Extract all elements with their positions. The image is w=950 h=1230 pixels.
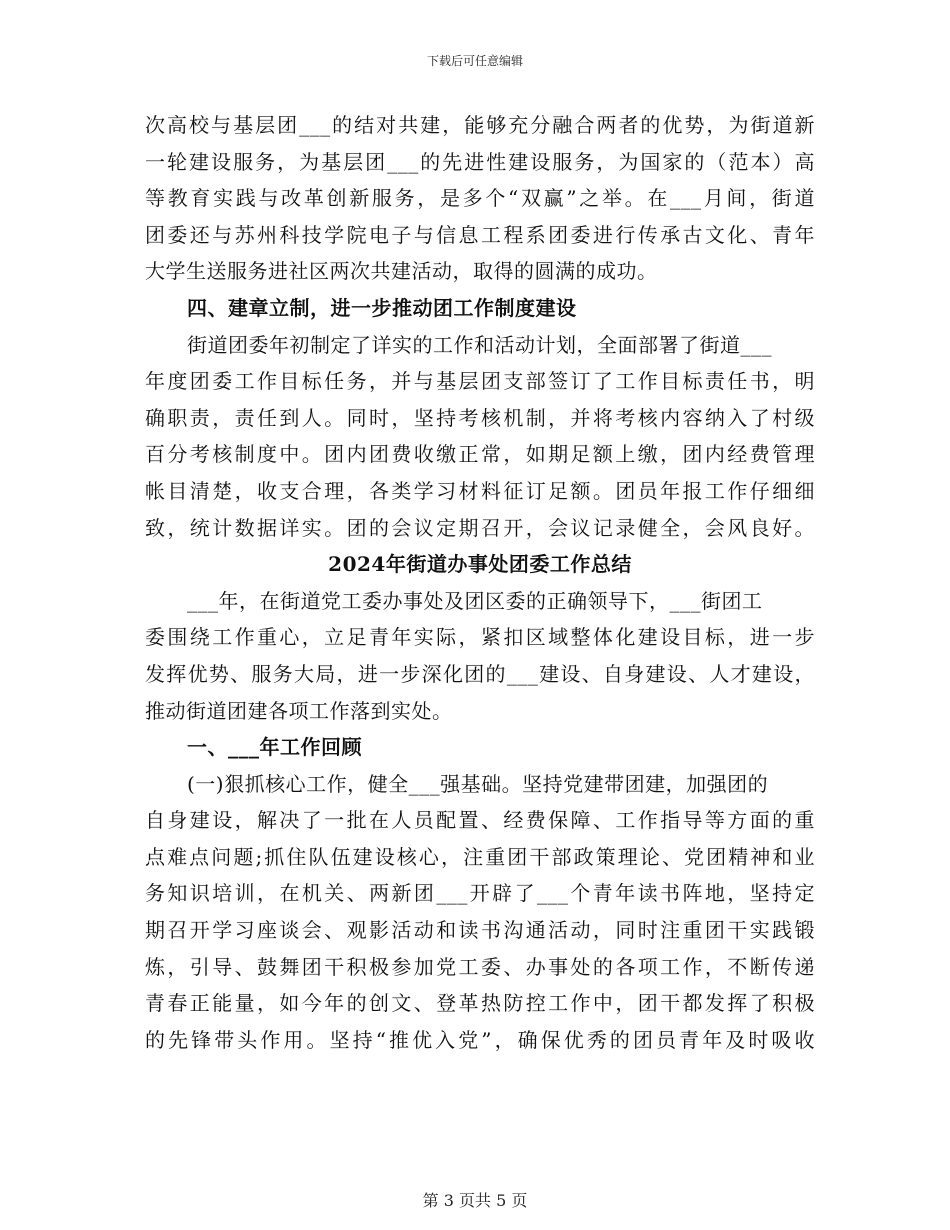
body-line: (一)狠抓核心工作，健全___强基础。坚持党建带团建，加强团的 xyxy=(187,771,769,796)
body-line: 大学生送服务进社区两次共建活动，取得的圆满的成功。 xyxy=(145,259,658,284)
body-line: 等教育实践与改革创新服务，是多个“双赢”之举。在___月间，街道 xyxy=(145,186,815,211)
body-line: 炼，引导、鼓舞团干积极参加党工委、办事处的各项工作，不断传递 xyxy=(145,954,815,979)
page-header: 下载后可任意编辑 xyxy=(426,54,523,68)
body-line: 帐目清楚，收支合理，各类学习材料征订足额。团员年报工作仔细细 xyxy=(145,478,815,503)
body-line: 一轮建设服务，为基层团___的先进性建设服务，为国家的（范本）高 xyxy=(145,149,815,174)
body-line: 委围绕工作重心，立足青年实际，紧扣区域整体化建设目标，进一步 xyxy=(145,625,815,650)
body-line: 年度团委工作目标任务，并与基层团支部签订了工作目标责任书，明 xyxy=(145,369,815,394)
body-line: 百分考核制度中。团内团费收缴正常，如期足额上缴，团内经费管理 xyxy=(145,442,815,467)
body-line: 确职责，责任到人。同时，坚持考核机制，并将考核内容纳入了村级 xyxy=(145,405,815,430)
body-line: 青春正能量，如今年的创文、登革热防控工作中，团干都发挥了积极 xyxy=(145,991,815,1016)
body-line: 自身建设，解决了一批在人员配置、经费保障、工作指导等方面的重 xyxy=(145,808,815,833)
body-line: ___年，在街道党工委办事处及团区委的正确领导下，___街团工 xyxy=(187,588,763,613)
body-line: 次高校与基层团___的结对共建，能够充分融合两者的优势，为街道新 xyxy=(145,113,815,137)
document-body xyxy=(145,107,815,1058)
body-line: 发挥优势、服务大局，进一步深化团的___建设、自身建设、人才建设， xyxy=(145,661,815,686)
body-line: 点难点问题;抓住队伍建设核心，注重团干部政策理论、党团精神和业 xyxy=(145,844,815,869)
document-title: 2024年街道办事处团委工作总结 xyxy=(328,552,632,577)
body-line: 期召开学习座谈会、观影活动和读书沟通活动，同时注重团干实践锻 xyxy=(145,918,815,943)
body-line: 的先锋带头作用。坚持“推优入党”，确保优秀的团员青年及时吸收 xyxy=(145,1027,815,1052)
section-heading: 四、建章立制，进一步推动团工作制度建设 xyxy=(187,295,577,320)
page-number: 第 3 页共 5 页 xyxy=(422,1191,528,1210)
body-line: 推动街道团建各项工作落到实处。 xyxy=(145,698,453,723)
body-line: 街道团委年初制定了详实的工作和活动计划，全面部署了街道___ xyxy=(187,332,772,357)
body-line: 致，统计数据详实。团的会议定期召开，会议记录健全，会风良好。 xyxy=(145,515,815,540)
body-line: 务知识培训，在机关、两新团___开辟了___个青年读书阵地，坚持定 xyxy=(145,881,815,906)
body-line: 团委还与苏州科技学院电子与信息工程系团委进行传承古文化、青年 xyxy=(145,222,815,247)
section-heading: 一、___年工作回顾 xyxy=(187,735,362,760)
